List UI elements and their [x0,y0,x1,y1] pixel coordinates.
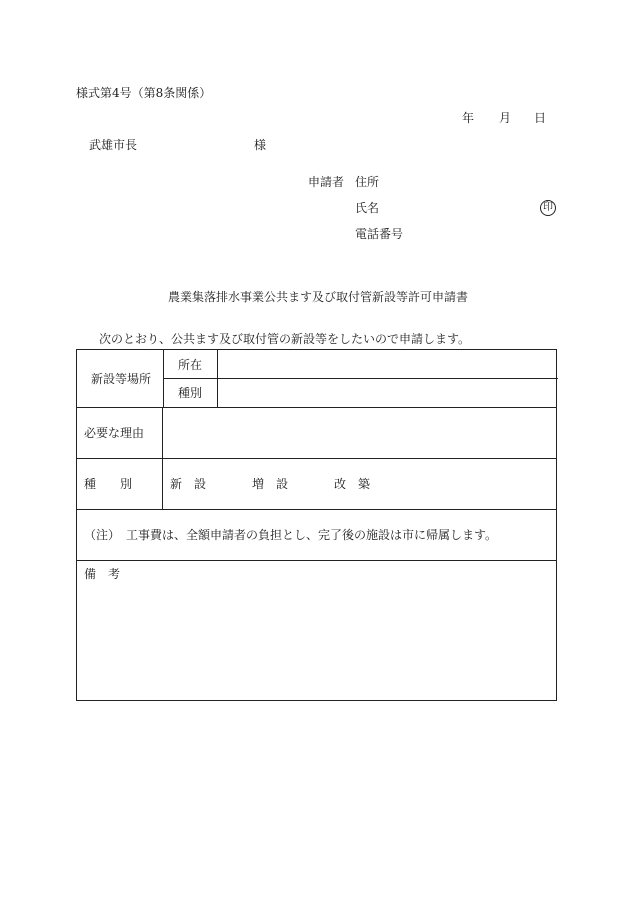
seal-mark: 印 [540,200,556,216]
applicant-label: 申請者 [308,175,345,189]
reason-label: 必要な理由 [84,426,145,440]
note-text: （注） 工事費は、全額申請者の負担とし、完了後の施設は市に帰属します。 [84,528,498,542]
location-place-label: 所在 [178,358,203,372]
intro-text: 次のとおり、公共ます及び取付管の新設等をしたいので申請します。 [99,332,471,346]
category-label: 種 別 [84,477,133,491]
addressee: 武雄市長 [89,138,138,152]
honorific: 様 [254,138,267,152]
address-label: 住所 [355,175,380,189]
category-option-rebuild[interactable]: 改 築 [334,477,371,491]
location-header: 新設等場所 [91,372,152,386]
category-option-new[interactable]: 新 設 [170,477,207,491]
location-type-label: 種別 [178,386,203,400]
category-option-expansion[interactable]: 増 設 [252,477,289,491]
form-number: 様式第4号（第8条関係） [76,86,212,100]
date-year-label: 年 [462,111,475,125]
name-label: 氏名 [355,201,380,215]
remarks-label: 備 考 [84,567,121,581]
application-table [76,349,557,701]
phone-label: 電話番号 [355,227,404,241]
date-month-label: 月 [499,111,512,125]
document-title: 農業集落排水事業公共ます及び取付管新設等許可申請書 [168,290,469,304]
date-day-label: 日 [534,111,547,125]
